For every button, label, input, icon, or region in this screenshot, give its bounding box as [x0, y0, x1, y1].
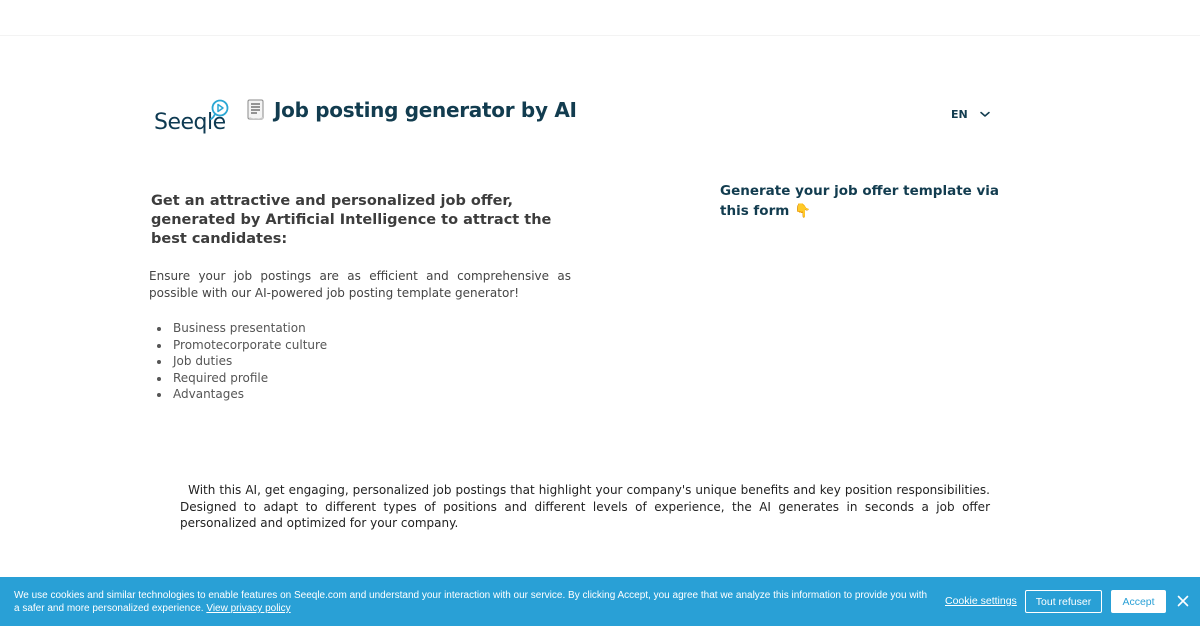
close-icon[interactable] [1176, 594, 1190, 608]
pointing-down-icon: 👇 [794, 202, 811, 219]
page-title: Job posting generator by AI [274, 98, 577, 122]
chevron-down-icon [980, 111, 990, 118]
cookie-message [14, 589, 934, 615]
feature-item: • Advantages [171, 386, 571, 403]
feature-item: • Required profile [171, 370, 571, 387]
form-cta [720, 182, 1000, 221]
language-label: EN [951, 108, 968, 121]
feature-list [171, 320, 571, 403]
intro-heading: Get an attractive and personalized job offer, generated by Artificial Intelligence to attract the best candidates: [151, 193, 552, 247]
intro-description: Ensure your job postings are as efficient and comprehensive as possible with our AI-powered job posting template generator! [149, 269, 571, 300]
language-selector[interactable] [951, 108, 990, 121]
seeqle-logo[interactable] [154, 98, 226, 136]
page-header [150, 96, 1000, 140]
accept-button[interactable]: Accept [1111, 590, 1166, 613]
refuse-all-button[interactable]: Tout refuser [1025, 590, 1102, 613]
feature-item: • Job duties [171, 353, 571, 370]
cookie-banner [0, 577, 1200, 626]
ai-description-text: With this AI, get engaging, personalized job postings that highlight your company's unique benefits and key position responsibilities. Designed to adapt to different types of positions and different levels of experience, the AI generates in seconds a job offer personalized and optimized for your company. [180, 483, 990, 530]
logo-text: Seeqle [154, 110, 226, 135]
page-title-group [246, 98, 577, 122]
cookie-message-text: We use cookies and similar technologies to enable features on Seeqle.com and understand your interaction with our service. By clicking Accept, you agree that we analyze this information to provide you with a safer and more personalized experience. [14, 590, 928, 614]
cookie-settings-link[interactable]: Cookie settings [945, 595, 1017, 607]
form-cta-text: Generate your job offer template via this form [720, 183, 1000, 219]
intro-section [151, 192, 571, 403]
privacy-policy-link[interactable]: View privacy policy [206, 603, 291, 614]
feature-item: • Promotecorporate culture [171, 337, 571, 354]
feature-item: • Business presentation [171, 320, 571, 337]
document-icon [246, 99, 266, 121]
seeqle-logo-icon [210, 98, 234, 122]
ai-description [180, 482, 990, 532]
top-strip [0, 0, 1200, 36]
